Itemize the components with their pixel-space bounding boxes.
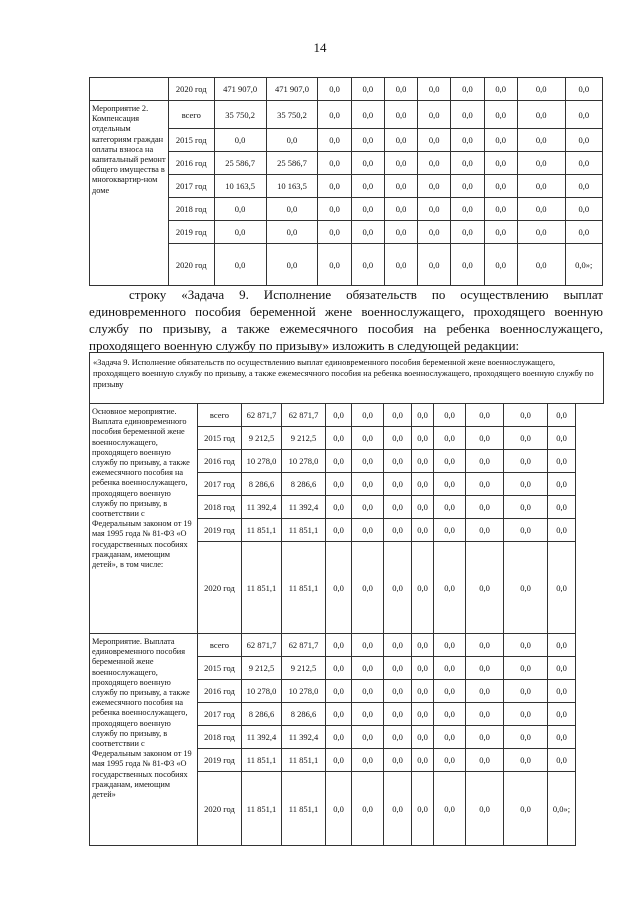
total-amount-cell: 11 851,1 (242, 542, 282, 634)
budget-amount-cell: 11 851,1 (282, 772, 326, 846)
budget-amount-cell: 11 851,1 (282, 749, 326, 772)
year-cell: 2016 год (168, 152, 214, 175)
table-row (90, 101, 603, 129)
zero-value-cell: 0,0 (418, 78, 451, 101)
budget-amount-cell: 9 212,5 (282, 657, 326, 680)
zero-value-cell: 0,0 (504, 703, 548, 726)
zero-value-cell: 0,0 (412, 657, 434, 680)
zero-value-cell: 0,0 (418, 198, 451, 221)
budget-amount-cell: 0,0 (266, 244, 318, 286)
budget-amount-cell: 11 392,4 (282, 726, 326, 749)
total-amount-cell: 10 278,0 (242, 450, 282, 473)
budget-amount-cell: 8 286,6 (282, 703, 326, 726)
zero-value-cell: 0,0 (326, 726, 352, 749)
zero-value-cell: 0,0 (352, 634, 384, 657)
zero-value-cell: 0,0 (351, 101, 384, 129)
year-cell: всего (198, 634, 242, 657)
total-amount-cell: 9 212,5 (242, 427, 282, 450)
zero-value-cell: 0,0 (412, 726, 434, 749)
zero-value-cell: 0,0 (352, 496, 384, 519)
zero-value-cell: 0,0 (565, 175, 602, 198)
zero-value-cell: 0,0 (384, 657, 412, 680)
year-cell: 2018 год (198, 726, 242, 749)
zero-value-cell: 0,0 (384, 198, 417, 221)
zero-value-cell: 0,0 (504, 450, 548, 473)
total-amount-cell: 35 750,2 (214, 101, 266, 129)
zero-value-cell: 0,0 (451, 152, 484, 175)
budget-amount-cell: 11 851,1 (282, 542, 326, 634)
zero-value-cell: 0,0 (434, 726, 466, 749)
zero-value-cell: 0,0 (466, 427, 504, 450)
year-cell: всего (168, 101, 214, 129)
zero-value-cell: 0,0 (504, 427, 548, 450)
zero-value-cell: 0,0 (484, 221, 517, 244)
zero-value-cell: 0,0 (326, 450, 352, 473)
zero-value-cell: 0,0 (412, 542, 434, 634)
zero-value-cell: 0,0 (318, 78, 351, 101)
year-cell: 2017 год (198, 473, 242, 496)
zero-value-cell: 0,0 (565, 78, 602, 101)
zero-value-cell: 0,0 (484, 175, 517, 198)
zero-value-cell: 0,0 (484, 198, 517, 221)
budget-amount-cell: 0,0 (266, 198, 318, 221)
zero-value-cell: 0,0 (351, 129, 384, 152)
zero-value-cell: 0,0 (548, 496, 576, 519)
table-row (90, 78, 603, 101)
zero-value-cell: 0,0 (504, 404, 548, 427)
zero-value-cell: 0,0 (434, 519, 466, 542)
zero-value-cell: 0,0 (548, 726, 576, 749)
total-amount-cell: 8 286,6 (242, 473, 282, 496)
zero-value-cell: 0,0 (517, 152, 565, 175)
zero-value-cell: 0,0 (352, 749, 384, 772)
zero-value-cell: 0,0 (466, 680, 504, 703)
total-amount-cell: 10 163,5 (214, 175, 266, 198)
page-number: 14 (313, 40, 327, 55)
zero-value-cell: 0,0 (565, 198, 602, 221)
task9-heading: «Задача 9. Исполнение обязательств по осуществлению выплат единовременного пособия беременной жене военнослужащего, проходящего военную службу по призыву, а также ежемесячного пособия на ребенка военнослужащего, проходящего военную службу по призыву (90, 353, 604, 404)
zero-value-cell: 0,0 (466, 726, 504, 749)
zero-value-cell: 0,0 (326, 657, 352, 680)
year-cell: 2020 год (198, 542, 242, 634)
zero-value-cell: 0,0 (517, 175, 565, 198)
budget-amount-cell: 8 286,6 (282, 473, 326, 496)
zero-value-cell: 0,0 (352, 404, 384, 427)
zero-value-cell: 0,0 (504, 519, 548, 542)
zero-value-cell: 0,0 (326, 427, 352, 450)
budget-amount-cell: 9 212,5 (282, 427, 326, 450)
zero-value-cell: 0,0 (351, 175, 384, 198)
zero-value-cell: 0,0 (384, 221, 417, 244)
zero-value-cell: 0,0 (318, 175, 351, 198)
zero-value-cell: 0,0 (565, 152, 602, 175)
zero-value-cell: 0,0 (517, 78, 565, 101)
zero-value-cell: 0,0 (318, 244, 351, 286)
budget-amount-cell: 25 586,7 (266, 152, 318, 175)
total-amount-cell: 11 851,1 (242, 772, 282, 846)
zero-value-cell: 0,0 (318, 101, 351, 129)
zero-value-cell: 0,0 (352, 427, 384, 450)
year-cell: 2016 год (198, 680, 242, 703)
zero-value-cell: 0,0 (384, 101, 417, 129)
budget-amount-cell: 0,0 (266, 221, 318, 244)
zero-value-cell: 0,0 (352, 726, 384, 749)
table-row (90, 404, 604, 427)
zero-value-cell: 0,0 (384, 175, 417, 198)
zero-value-cell: 0,0 (451, 129, 484, 152)
year-cell: 2019 год (198, 749, 242, 772)
zero-value-cell: 0,0 (484, 78, 517, 101)
zero-value-cell: 0,0 (384, 404, 412, 427)
zero-value-cell: 0,0 (318, 198, 351, 221)
zero-value-cell: 0,0 (412, 519, 434, 542)
zero-value-cell: 0,0 (418, 221, 451, 244)
zero-value-cell: 0,0 (412, 680, 434, 703)
budget-amount-cell: 11 851,1 (282, 519, 326, 542)
zero-value-cell: 0,0 (434, 772, 466, 846)
total-amount-cell: 8 286,6 (242, 703, 282, 726)
year-cell: 2015 год (198, 657, 242, 680)
zero-value-cell: 0,0 (484, 101, 517, 129)
zero-value-cell: 0,0 (434, 749, 466, 772)
zero-value-cell: 0,0 (466, 519, 504, 542)
year-cell: 2018 год (168, 198, 214, 221)
year-cell: 2020 год (168, 244, 214, 286)
zero-value-cell: 0,0 (412, 772, 434, 846)
zero-value-cell: 0,0 (548, 749, 576, 772)
funding-table-top (89, 77, 603, 286)
zero-value-cell: 0,0 (434, 427, 466, 450)
zero-value-cell: 0,0 (466, 450, 504, 473)
zero-value-cell: 0,0 (517, 198, 565, 221)
main-measure-description: Основное мероприятие. Выплата единовременного пособия беременной жене военнослужащего, проходящего военную службу по призыву, а также ежемесячного пособия на ребенка военнослужащего, проходящего военную службу по призыву, в соответствии с Федеральным законом от 19 мая 1995 года № 81-ФЗ «О государственных пособиях гражданам, имеющим детей», в том числе: (90, 404, 198, 634)
zero-value-cell: 0,0 (466, 772, 504, 846)
zero-value-cell: 0,0 (384, 129, 417, 152)
zero-value-cell: 0,0 (517, 129, 565, 152)
total-amount-cell: 0,0 (214, 129, 266, 152)
zero-value-cell: 0,0 (517, 101, 565, 129)
zero-value-cell: 0,0 (548, 680, 576, 703)
measure-description: Мероприятие 2. Компенсация отдельным категориям граждан оплаты взноса на капитальный ремонт общего имущества в многоквартир-ном доме (90, 101, 169, 286)
zero-value-cell: 0,0 (352, 542, 384, 634)
budget-amount-cell: 10 163,5 (266, 175, 318, 198)
zero-value-cell: 0,0 (434, 657, 466, 680)
zero-value-cell: 0,0 (352, 703, 384, 726)
zero-value-cell: 0,0 (384, 427, 412, 450)
budget-amount-cell: 35 750,2 (266, 101, 318, 129)
total-amount-cell: 62 871,7 (242, 404, 282, 427)
paragraph-line-3: службу по призыву, а также ежемесячного пособия на ребенка военнослужащего, (89, 321, 603, 336)
budget-amount-cell: 62 871,7 (282, 634, 326, 657)
year-cell: 2017 год (168, 175, 214, 198)
zero-value-cell: 0,0 (412, 450, 434, 473)
total-amount-cell: 0,0 (214, 244, 266, 286)
total-amount-cell: 9 212,5 (242, 657, 282, 680)
zero-value-cell: 0,0 (434, 542, 466, 634)
zero-value-cell: 0,0 (548, 519, 576, 542)
zero-value-cell: 0,0 (384, 473, 412, 496)
year-cell: всего (198, 404, 242, 427)
zero-value-cell: 0,0 (384, 519, 412, 542)
zero-value-cell: 0,0 (451, 198, 484, 221)
zero-value-cell: 0,0 (504, 657, 548, 680)
zero-value-cell: 0,0 (326, 519, 352, 542)
zero-value-cell: 0,0»; (565, 244, 602, 286)
zero-value-cell: 0,0 (548, 634, 576, 657)
zero-value-cell: 0,0 (384, 78, 417, 101)
zero-value-cell: 0,0 (504, 749, 548, 772)
zero-value-cell: 0,0 (504, 634, 548, 657)
zero-value-cell: 0,0 (351, 152, 384, 175)
total-amount-cell: 0,0 (214, 221, 266, 244)
total-amount-cell: 11 392,4 (242, 726, 282, 749)
zero-value-cell: 0,0 (434, 680, 466, 703)
zero-value-cell: 0,0 (504, 542, 548, 634)
zero-value-cell: 0,0 (466, 749, 504, 772)
year-cell: 2019 год (198, 519, 242, 542)
zero-value-cell: 0,0 (318, 152, 351, 175)
zero-value-cell: 0,0 (548, 703, 576, 726)
zero-value-cell: 0,0 (517, 244, 565, 286)
zero-value-cell: 0,0»; (548, 772, 576, 846)
zero-value-cell: 0,0 (548, 542, 576, 634)
zero-value-cell: 0,0 (412, 404, 434, 427)
zero-value-cell: 0,0 (384, 496, 412, 519)
total-amount-cell: 0,0 (214, 198, 266, 221)
zero-value-cell: 0,0 (318, 129, 351, 152)
zero-value-cell: 0,0 (466, 542, 504, 634)
zero-value-cell: 0,0 (548, 404, 576, 427)
paragraph-line-2: единовременного пособия беременной жене военнослужащего, проходящего военную (89, 304, 603, 319)
zero-value-cell: 0,0 (384, 152, 417, 175)
total-amount-cell: 11 851,1 (242, 749, 282, 772)
year-cell: 2015 год (168, 129, 214, 152)
zero-value-cell: 0,0 (451, 221, 484, 244)
zero-value-cell: 0,0 (412, 703, 434, 726)
budget-amount-cell: 471 907,0 (266, 78, 318, 101)
zero-value-cell: 0,0 (418, 244, 451, 286)
zero-value-cell: 0,0 (352, 519, 384, 542)
zero-value-cell: 0,0 (412, 634, 434, 657)
zero-value-cell: 0,0 (351, 221, 384, 244)
zero-value-cell: 0,0 (326, 404, 352, 427)
zero-value-cell: 0,0 (466, 703, 504, 726)
zero-value-cell: 0,0 (384, 450, 412, 473)
zero-value-cell: 0,0 (352, 680, 384, 703)
zero-value-cell: 0,0 (434, 634, 466, 657)
total-amount-cell: 11 851,1 (242, 519, 282, 542)
zero-value-cell: 0,0 (326, 473, 352, 496)
year-cell: 2017 год (198, 703, 242, 726)
zero-value-cell: 0,0 (434, 404, 466, 427)
zero-value-cell: 0,0 (326, 496, 352, 519)
total-amount-cell: 11 392,4 (242, 496, 282, 519)
zero-value-cell: 0,0 (418, 129, 451, 152)
zero-value-cell: 0,0 (466, 634, 504, 657)
year-cell: 2015 год (198, 427, 242, 450)
zero-value-cell: 0,0 (352, 450, 384, 473)
amendment-paragraph (89, 286, 603, 354)
zero-value-cell: 0,0 (548, 450, 576, 473)
zero-value-cell: 0,0 (451, 101, 484, 129)
measure-description: Мероприятие. Выплата единовременного пособия беременной жене военнослужащего, проходящего военную службу по призыву, а также ежемесячного пособия на ребенка военнослужащего, проходящего военную службу по призыву, в соответствии с Федеральным законом от 19 мая 1995 года № 81-ФЗ «О государственных пособиях гражданам, имеющим детей» (90, 634, 198, 846)
zero-value-cell: 0,0 (384, 749, 412, 772)
paragraph-line-4: проходящего военную службу по призыву» изложить в следующей редакции: (89, 338, 520, 353)
zero-value-cell: 0,0 (352, 473, 384, 496)
zero-value-cell: 0,0 (434, 473, 466, 496)
zero-value-cell: 0,0 (548, 427, 576, 450)
year-cell: 2018 год (198, 496, 242, 519)
zero-value-cell: 0,0 (326, 703, 352, 726)
zero-value-cell: 0,0 (384, 244, 417, 286)
total-amount-cell: 10 278,0 (242, 680, 282, 703)
year-cell: 2016 год (198, 450, 242, 473)
empty-desc-cell (90, 78, 169, 101)
zero-value-cell: 0,0 (326, 680, 352, 703)
zero-value-cell: 0,0 (466, 496, 504, 519)
zero-value-cell: 0,0 (484, 129, 517, 152)
zero-value-cell: 0,0 (565, 101, 602, 129)
zero-value-cell: 0,0 (384, 634, 412, 657)
zero-value-cell: 0,0 (434, 703, 466, 726)
zero-value-cell: 0,0 (384, 772, 412, 846)
zero-value-cell: 0,0 (351, 244, 384, 286)
zero-value-cell: 0,0 (418, 175, 451, 198)
zero-value-cell: 0,0 (504, 680, 548, 703)
funding-table-task9 (89, 352, 604, 846)
zero-value-cell: 0,0 (565, 129, 602, 152)
zero-value-cell: 0,0 (384, 680, 412, 703)
zero-value-cell: 0,0 (412, 473, 434, 496)
zero-value-cell: 0,0 (326, 634, 352, 657)
zero-value-cell: 0,0 (351, 198, 384, 221)
zero-value-cell: 0,0 (384, 542, 412, 634)
budget-amount-cell: 10 278,0 (282, 680, 326, 703)
year-cell: 2020 год (198, 772, 242, 846)
zero-value-cell: 0,0 (466, 657, 504, 680)
year-cell: 2020 год (168, 78, 214, 101)
zero-value-cell: 0,0 (504, 726, 548, 749)
zero-value-cell: 0,0 (484, 244, 517, 286)
zero-value-cell: 0,0 (326, 542, 352, 634)
zero-value-cell: 0,0 (451, 244, 484, 286)
zero-value-cell: 0,0 (326, 749, 352, 772)
zero-value-cell: 0,0 (418, 152, 451, 175)
total-amount-cell: 25 586,7 (214, 152, 266, 175)
year-cell: 2019 год (168, 221, 214, 244)
zero-value-cell: 0,0 (326, 772, 352, 846)
zero-value-cell: 0,0 (504, 772, 548, 846)
zero-value-cell: 0,0 (351, 78, 384, 101)
paragraph-line-1: строку «Задача 9. Исполнение обязательств по осуществлению выплат (129, 287, 603, 302)
zero-value-cell: 0,0 (466, 404, 504, 427)
zero-value-cell: 0,0 (434, 450, 466, 473)
table-row (90, 634, 604, 657)
zero-value-cell: 0,0 (548, 657, 576, 680)
zero-value-cell: 0,0 (565, 221, 602, 244)
budget-amount-cell: 62 871,7 (282, 404, 326, 427)
total-amount-cell: 471 907,0 (214, 78, 266, 101)
zero-value-cell: 0,0 (451, 78, 484, 101)
total-amount-cell: 62 871,7 (242, 634, 282, 657)
zero-value-cell: 0,0 (484, 152, 517, 175)
zero-value-cell: 0,0 (548, 473, 576, 496)
budget-amount-cell: 10 278,0 (282, 450, 326, 473)
zero-value-cell: 0,0 (412, 496, 434, 519)
zero-value-cell: 0,0 (504, 473, 548, 496)
zero-value-cell: 0,0 (517, 221, 565, 244)
zero-value-cell: 0,0 (451, 175, 484, 198)
zero-value-cell: 0,0 (412, 749, 434, 772)
budget-amount-cell: 0,0 (266, 129, 318, 152)
zero-value-cell: 0,0 (504, 496, 548, 519)
zero-value-cell: 0,0 (352, 657, 384, 680)
zero-value-cell: 0,0 (318, 221, 351, 244)
zero-value-cell: 0,0 (384, 726, 412, 749)
zero-value-cell: 0,0 (434, 496, 466, 519)
budget-amount-cell: 11 392,4 (282, 496, 326, 519)
zero-value-cell: 0,0 (384, 703, 412, 726)
zero-value-cell: 0,0 (466, 473, 504, 496)
zero-value-cell: 0,0 (412, 427, 434, 450)
zero-value-cell: 0,0 (418, 101, 451, 129)
zero-value-cell: 0,0 (352, 772, 384, 846)
